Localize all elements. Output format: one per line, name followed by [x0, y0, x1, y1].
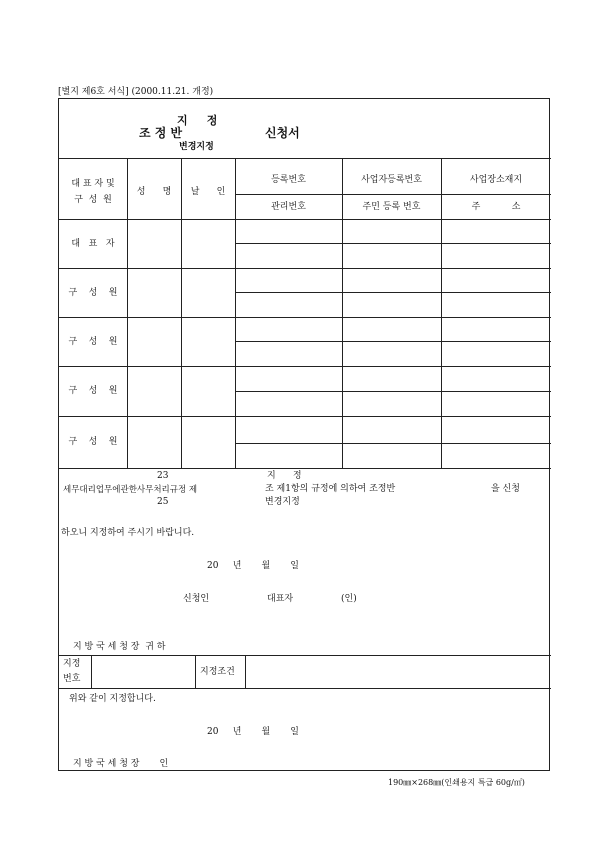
request-text: 하오니 지정하여 주시기 바랍니다. [61, 528, 195, 538]
row-label-member: 구 성 원 [68, 386, 118, 396]
seal-mark: (인) [341, 594, 357, 604]
header-name: 성 명 [136, 187, 172, 197]
regulation-text-mid: 조 제1항의 규정에 의하여 조정반 [265, 484, 396, 494]
approval-text: 위와 같이 지정합니다. [69, 694, 156, 704]
header-business-reg-no: 사업자등록번호 [361, 175, 422, 185]
applicant-label: 신청인 [183, 594, 210, 604]
title-change-designation: 변경지정 [179, 142, 214, 152]
header-registration-no: 등록번호 [271, 175, 306, 185]
header-rep-member-2: 구 성 원 [74, 195, 112, 205]
header-address: 주 소 [471, 202, 521, 212]
application-date: 20 년 월 일 [207, 561, 299, 571]
designation-no-label-2: 번호 [63, 674, 81, 684]
title-designation: 지 정 [177, 114, 218, 127]
row-label-member: 구 성 원 [68, 288, 118, 298]
row-label-member: 구 성 원 [68, 437, 118, 447]
header-management-no: 관리번호 [271, 202, 306, 212]
approval-date: 20 년 월 일 [207, 727, 299, 737]
title-application: 신청서 [265, 126, 300, 140]
designation-condition-label: 지정조건 [200, 667, 235, 677]
header-rep-member: 대 표 자 및 [71, 179, 115, 189]
option-change-designation: 변경지정 [265, 497, 300, 507]
representative-label: 대표자 [267, 594, 294, 604]
regulation-text: 세무대리업무에관한사무처리규정 제 [63, 485, 198, 495]
regulation-article-25: 25 [157, 497, 169, 507]
paper-spec: 190㎜×268㎜(인쇄용지 특급 60g/㎡) [388, 778, 525, 787]
row-label-representative: 대 표 자 [71, 239, 115, 249]
regulation-article-23: 23 [157, 471, 169, 481]
header-resident-no: 주민 등록 번호 [362, 202, 421, 212]
header-seal: 날 인 [190, 187, 226, 197]
title-adjustment-team: 조 정 반 [139, 126, 183, 140]
application-form [58, 98, 550, 771]
regulation-text-end: 을 신청 [491, 484, 520, 494]
header-business-location: 사업장소재지 [469, 175, 523, 185]
addressee: 지 방 국 세 청 장 귀 하 [73, 642, 166, 652]
approval-signature: 지 방 국 세 청 장 인 [73, 759, 169, 769]
designation-no-label: 지정 [63, 659, 81, 669]
option-designation: 지 정 [267, 471, 302, 481]
form-reference: [별지 제6호 서식] (2000.11.21. 개정) [58, 87, 214, 97]
row-label-member: 구 성 원 [68, 337, 118, 347]
